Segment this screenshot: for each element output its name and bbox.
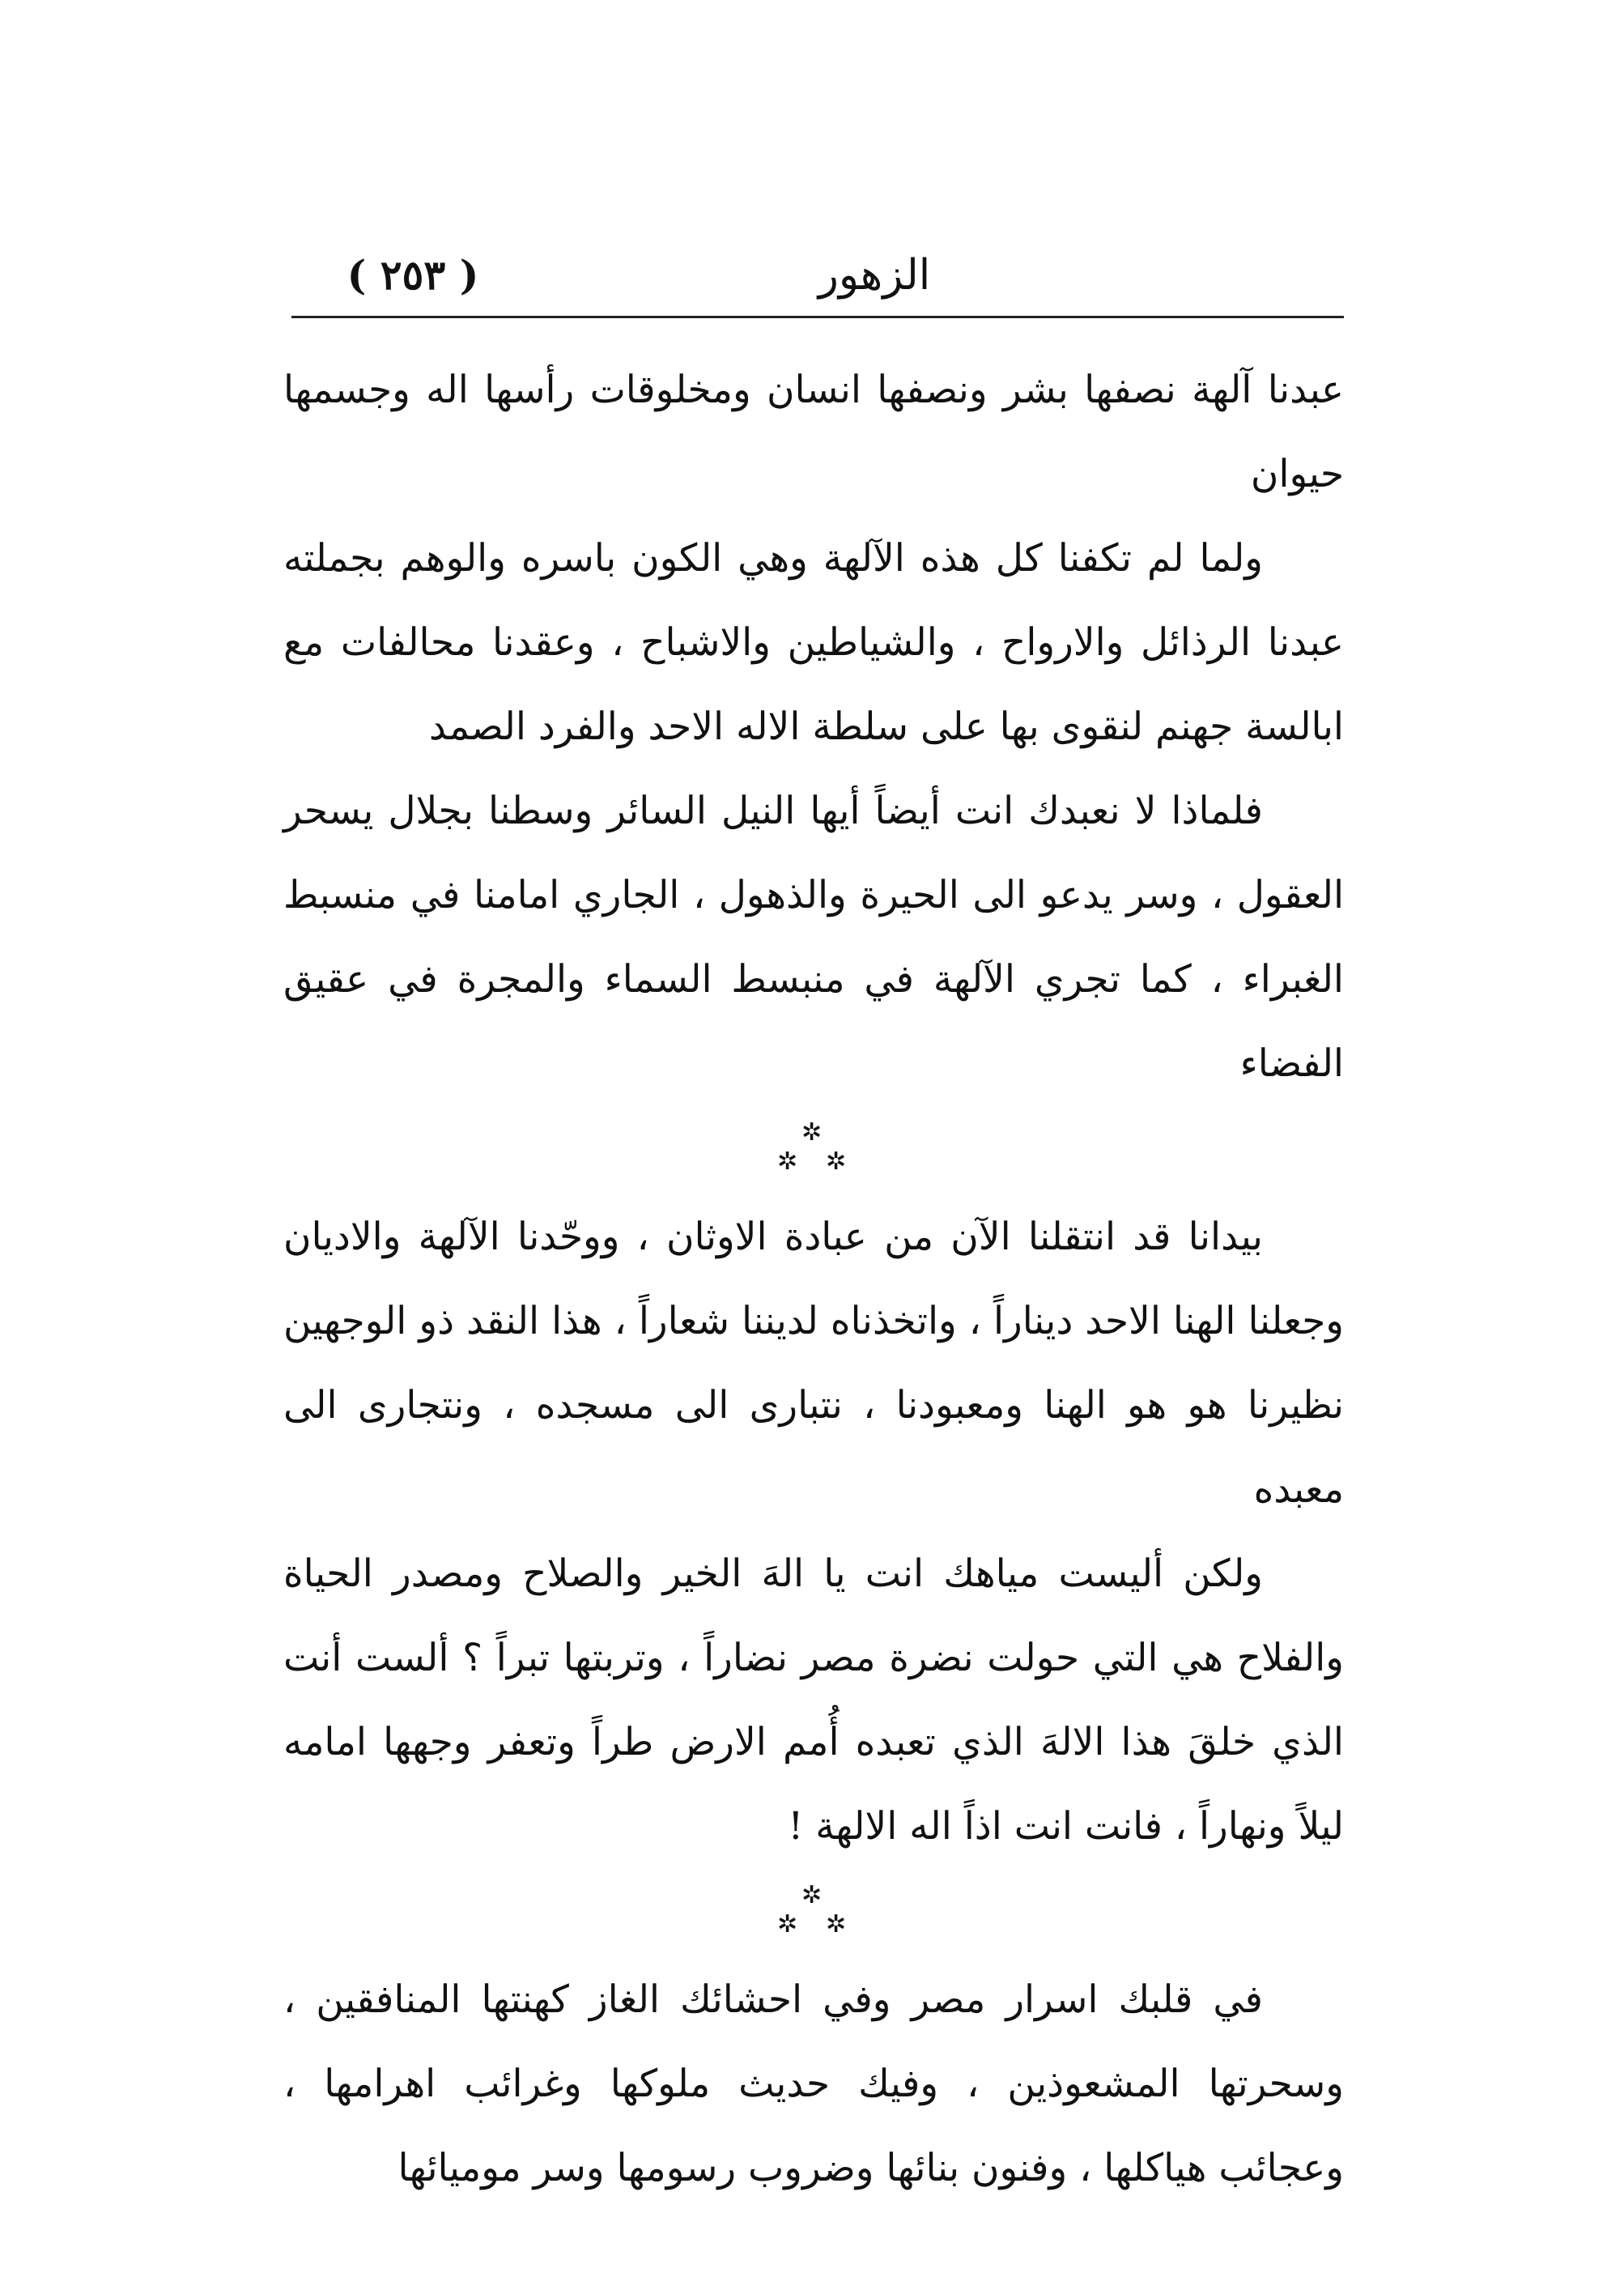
paragraph-3: فلماذا لا نعبدك انت أيضاً أيها النيل السائر وسطنا بجلال يسحر العقول ، وسر يدعو الى الحيرة والذهول ، الجاري امامنا في منسبط الغبراء ، كما تجري الآلهة في منبسط السماء والمجرة في عقيق الفضاء	[283, 789, 1344, 1086]
star-ornament: ✲	[777, 1910, 798, 1939]
star-ornament: ✲	[826, 1910, 847, 1939]
body-text	[283, 348, 1344, 2211]
asterism-ornament	[769, 1118, 858, 1185]
paragraph-5: ولكن أليست مياهك انت يا الهَ الخير والصلاح ومصدر الحياة والفلاح هي التي حولت نضرة مصر نضاراً ، وتربتها تبراً ؟ ألست أنت الذي خلقَ هذا الالهَ الذي تعبده أُمم الارض طراً وتعفر وجهها امامه ليلاً ونهاراً ، فانت انت اذاً اله الالهة !	[283, 1551, 1344, 1849]
star-ornament: ✲	[801, 1118, 823, 1147]
star-ornament: ✲	[826, 1147, 847, 1176]
star-ornament: ✲	[801, 1881, 823, 1909]
section-separator-1	[283, 1106, 1344, 1195]
paragraph-2: ولما لم تكفنا كل هذه الآلهة وهي الكون باسره والوهم بجملته عبدنا الرذائل والارواح ، والشياطين والاشباح ، وعقدنا محالفات مع ابالسة جهنم لنقوى بها على سلطة الاله الاحد والفرد الصمد	[283, 536, 1344, 749]
asterism-ornament	[769, 1883, 858, 1948]
running-title: الزهور	[818, 251, 931, 300]
header-divider	[291, 316, 1344, 318]
paragraph-1: عبدنا آلهة نصفها بشر ونصفها انسان ومخلوقات رأسها اله وجسمها حيوان	[283, 368, 1344, 496]
star-ornament: ✲	[777, 1147, 798, 1176]
page-header	[291, 243, 1344, 316]
paragraph-6: في قلبك اسرار مصر وفي احشائك الغاز كهنتها المنافقين ، وسحرتها المشعوذين ، وفيك حديث ملوكها وغرائب اهرامها ، وعجائب هياكلها ، وفنون بنائها وضروب رسومها وسر موميائها	[283, 1977, 1344, 2190]
section-separator-2	[283, 1869, 1344, 1958]
paragraph-4: بيدانا قد انتقلنا الآن من عبادة الاوثان ، ووحّدنا الآلهة والاديان وجعلنا الهنا الاحد ديناراً ، واتخذناه لديننا شعاراً ، هذا النقد ذو الوجهين نظيرنا هو هو الهنا ومعبودنا ، نتبارى الى مسجده ، ونتجارى الى معبده	[283, 1215, 1344, 1512]
page-number: ( ٢٥٣ )	[346, 251, 479, 299]
